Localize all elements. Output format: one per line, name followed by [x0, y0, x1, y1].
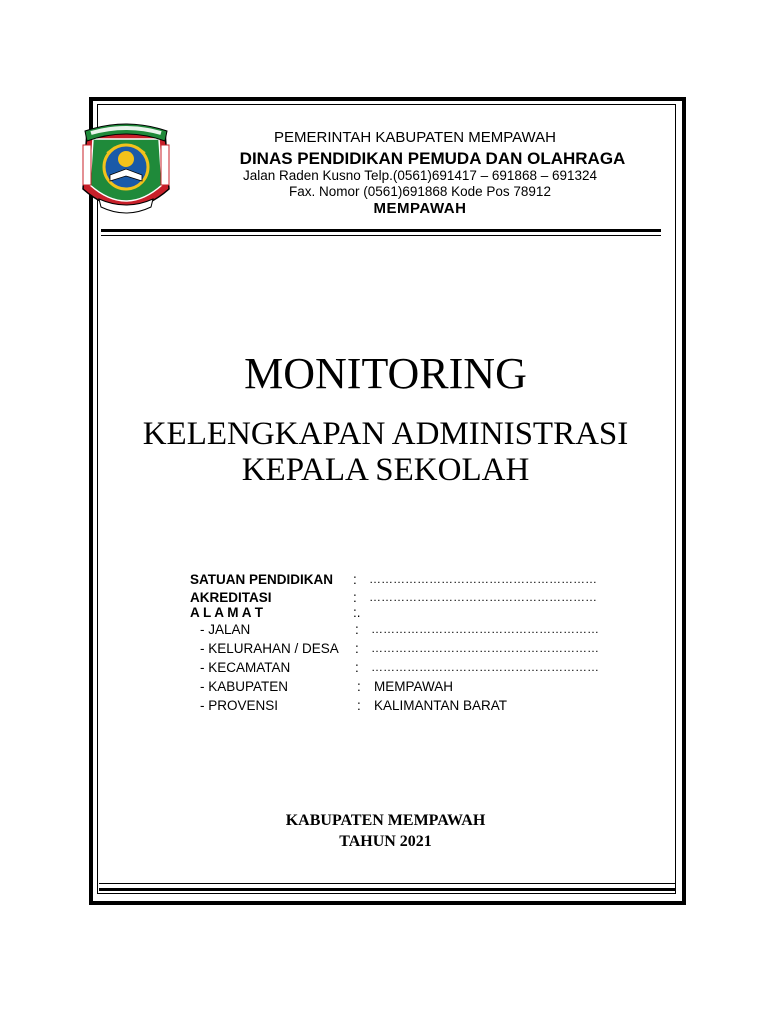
field-separator: : [355, 622, 359, 637]
field-separator: : [355, 641, 359, 656]
field-separator: :. [353, 605, 361, 620]
field-label: - JALAN [200, 622, 251, 637]
document-subtitle-line2: KEPALA SEKOLAH [241, 452, 530, 488]
field-label: AKREDITASI [190, 590, 272, 605]
field-value: ………………………………………………… [371, 660, 599, 674]
field-label: SATUAN PENDIDIKAN [190, 572, 334, 587]
field-separator: : [353, 590, 357, 605]
field-separator: : [357, 679, 361, 694]
field-separator: : [355, 660, 359, 675]
field-label: A L A M A T [190, 605, 263, 620]
footer-divider-thick [99, 888, 675, 891]
footer-regency: KABUPATEN MEMPAWAH [285, 812, 486, 829]
header-divider-thin [101, 235, 661, 236]
regency-emblem-icon [77, 119, 175, 223]
field-separator: : [353, 572, 357, 587]
field-label: - KECAMATAN [200, 660, 291, 675]
header-address: Jalan Raden Kusno Telp.(0561)691417 – 691868 – 691324 [242, 168, 598, 183]
field-label: - KELURAHAN / DESA [200, 641, 339, 656]
field-label: - KABUPATEN [200, 679, 289, 694]
field-value: ………………………………………………… [369, 572, 597, 586]
field-label: - PROVENSI [200, 698, 279, 713]
header-divider-thick [101, 229, 661, 232]
page-border-inner [97, 104, 676, 894]
header-city: MEMPAWAH [373, 200, 467, 217]
field-separator: : [357, 698, 361, 713]
field-value: ………………………………………………… [369, 590, 597, 604]
document-title: MONITORING [244, 349, 527, 398]
field-value: ………………………………………………… [371, 641, 599, 655]
field-value: MEMPAWAH [374, 679, 453, 694]
field-value: KALIMANTAN BARAT [374, 698, 508, 713]
header-fax: Fax. Nomor (0561)691868 Kode Pos 78912 [289, 184, 551, 199]
header-department: DINAS PENDIDIKAN PEMUDA DAN OLAHRAGA [239, 149, 626, 168]
field-value: ………………………………………………… [371, 622, 599, 636]
footer-year: TAHUN 2021 [339, 833, 432, 850]
header-government: PEMERINTAH KABUPATEN MEMPAWAH [274, 129, 556, 146]
footer-divider-thin [99, 883, 675, 884]
document-subtitle-line1: KELENGKAPAN ADMINISTRASI [142, 416, 629, 452]
